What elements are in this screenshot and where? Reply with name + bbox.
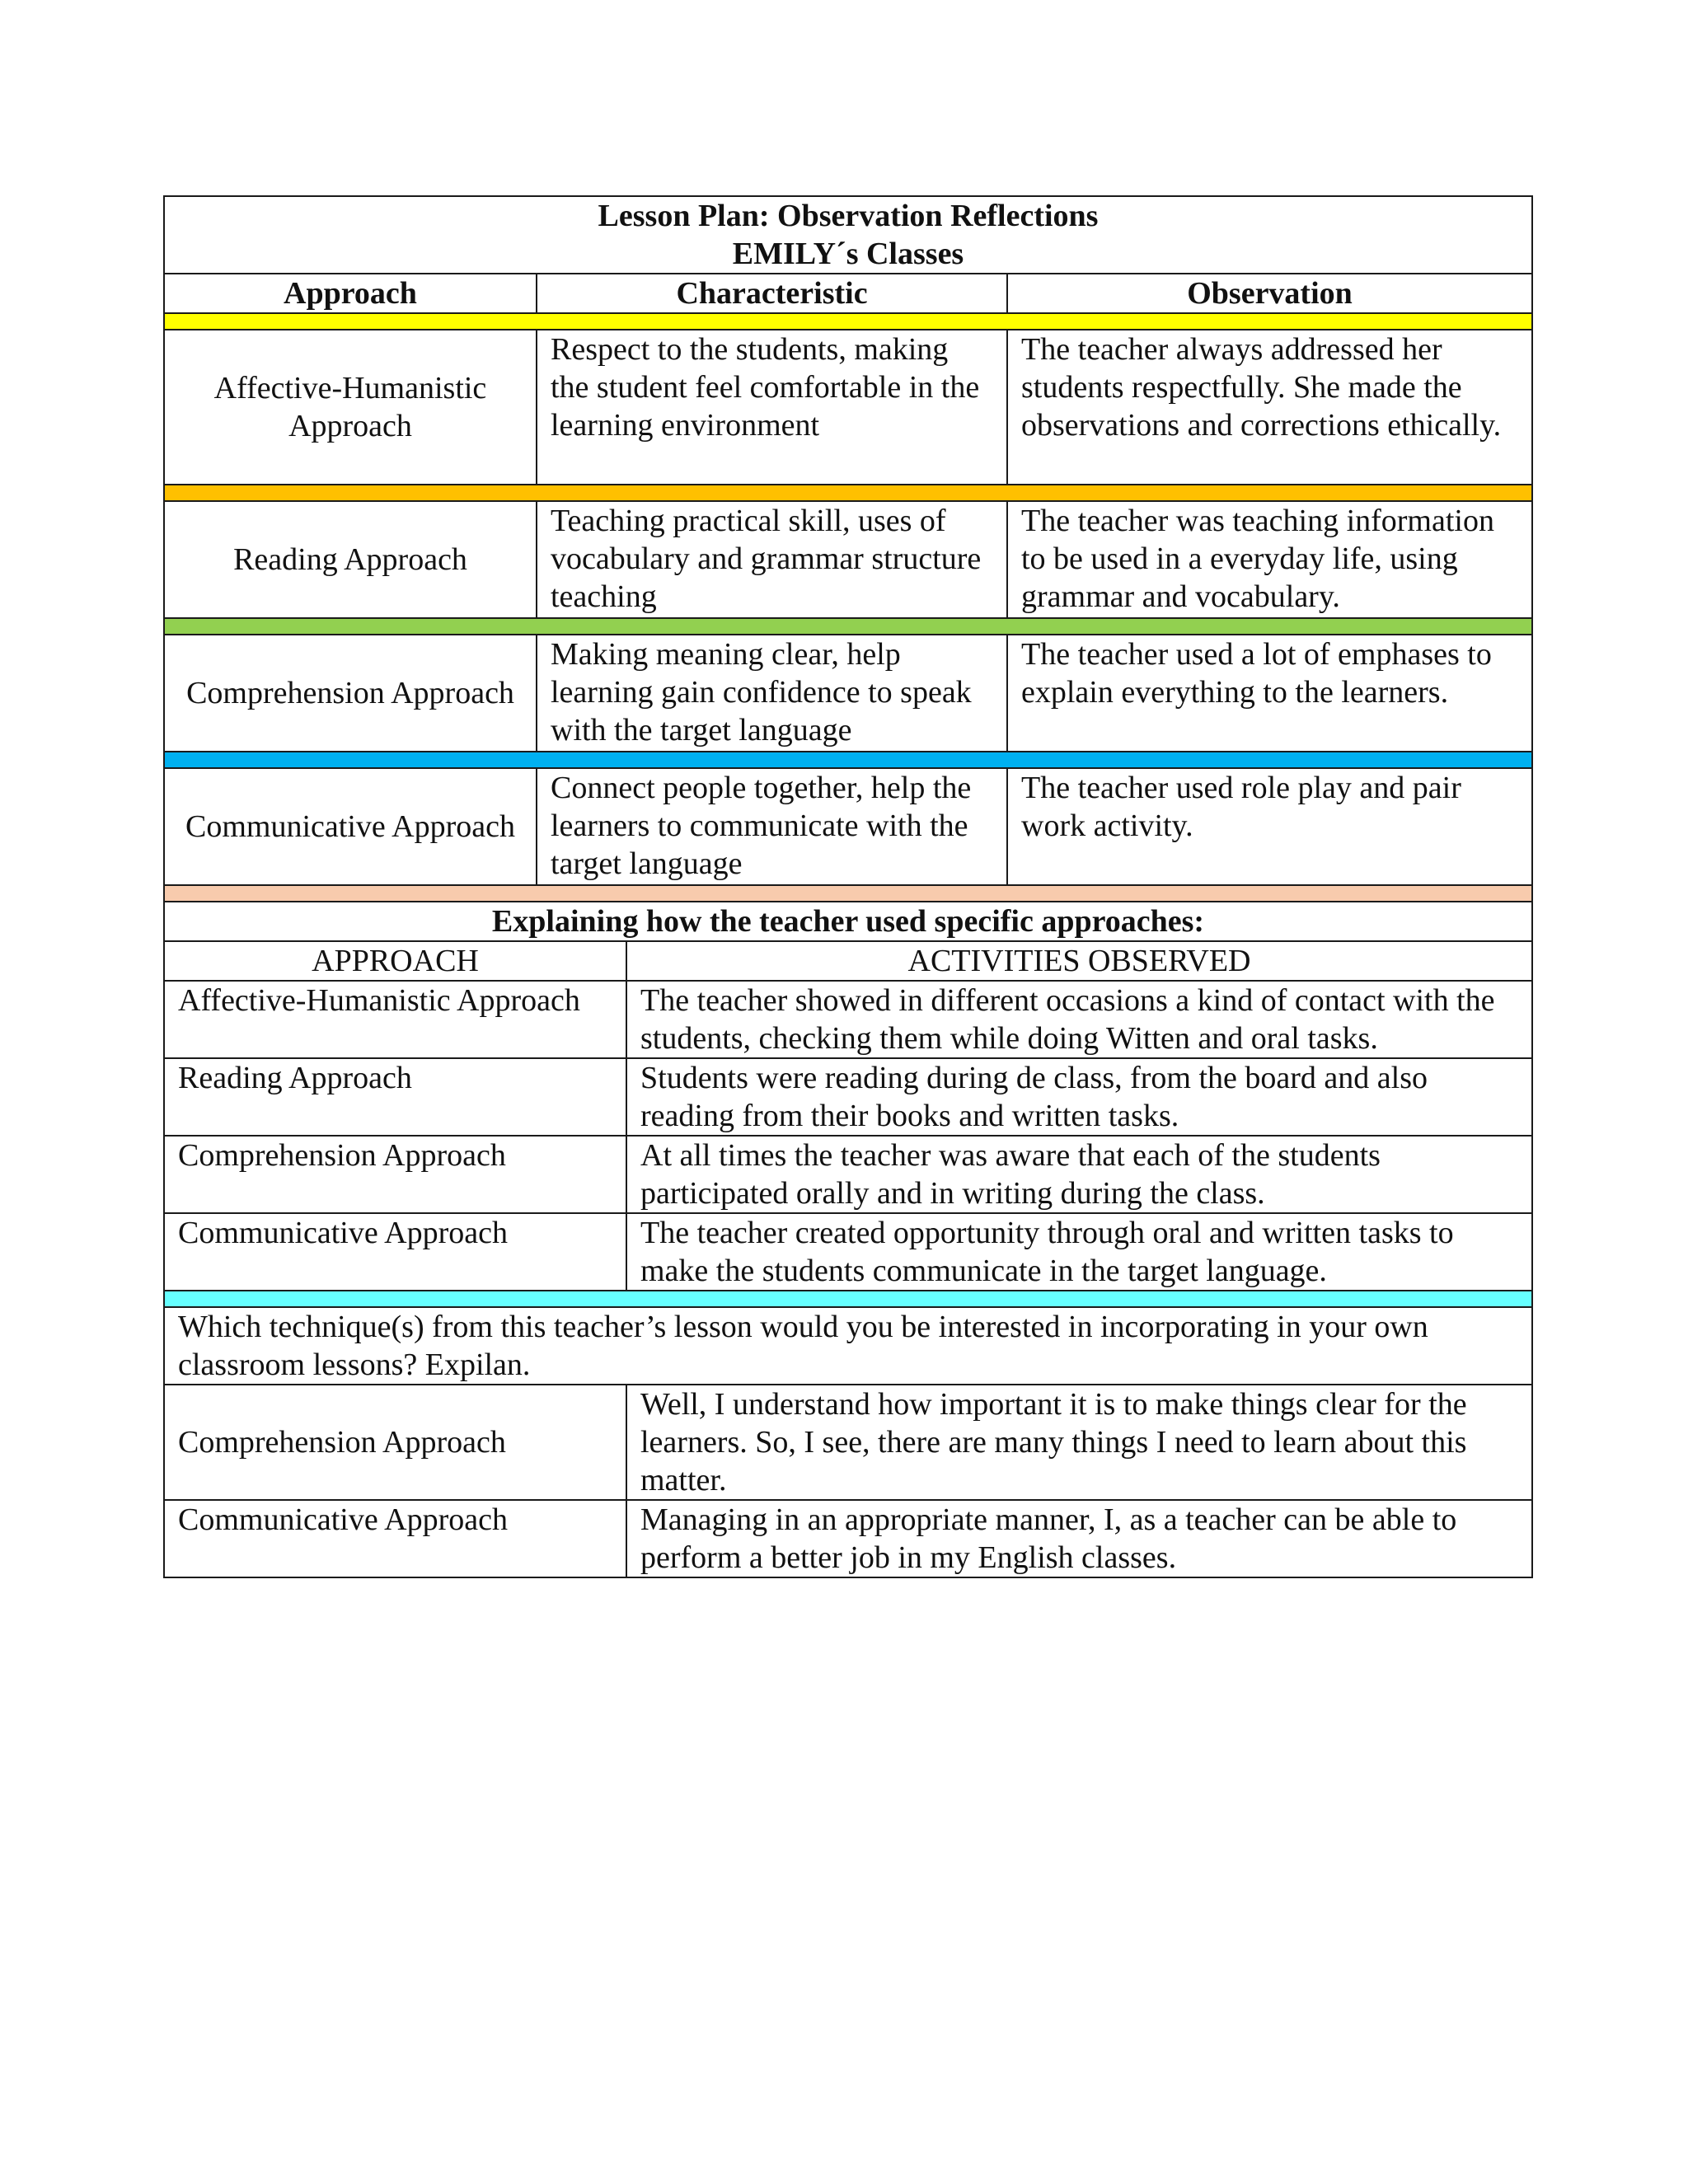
color-band-row xyxy=(164,485,1532,501)
approach-cell: Reading Approach xyxy=(164,501,537,618)
table-row xyxy=(164,1385,1532,1500)
column-header-activities-observed: ACTIVITIES OBSERVED xyxy=(626,941,1532,981)
approach-cell: Communicative Approach xyxy=(164,768,537,885)
characteristic-cell: Making meaning clear, help learning gain confidence to speak with the target language xyxy=(537,635,1007,752)
color-band-row xyxy=(164,885,1532,902)
approach-cell: Comprehension Approach xyxy=(164,635,537,752)
table-row xyxy=(164,1500,1532,1577)
table-row xyxy=(164,981,1532,1058)
observation-cell: The teacher always addressed her students respectfully. She made the observations and corrections ethically. xyxy=(1007,330,1532,485)
explain-heading-row xyxy=(164,902,1532,941)
reflection-question-row xyxy=(164,1307,1532,1385)
column-header-observation: Observation xyxy=(1007,274,1532,313)
lesson-plan-document xyxy=(163,195,1531,1578)
color-band-orange xyxy=(164,485,1532,501)
activity-cell: At all times the teacher was aware that each of the students participated orally and in writing during the class. xyxy=(626,1136,1532,1213)
column-header-approach-upper: APPROACH xyxy=(164,941,626,981)
color-band-cyan xyxy=(164,1291,1532,1307)
color-band-peach xyxy=(164,885,1532,902)
color-band-row xyxy=(164,313,1532,330)
table-row xyxy=(164,1058,1532,1136)
title-cell xyxy=(164,196,1532,274)
table-row xyxy=(164,1136,1532,1213)
characteristic-cell: Connect people together, help the learners to communicate with the target language xyxy=(537,768,1007,885)
characteristic-cell: Respect to the students, making the student feel comfortable in the learning environment xyxy=(537,330,1007,485)
approach-cell: Affective-Humanistic Approach xyxy=(164,981,626,1058)
approach-cell: Affective-Humanistic Approach xyxy=(164,330,537,485)
activity-cell: The teacher showed in different occasions a kind of contact with the students, checking them while doing Witten and oral tasks. xyxy=(626,981,1532,1058)
lesson-plan-table xyxy=(163,195,1533,1578)
table-row xyxy=(164,768,1532,885)
approach-cell: Comprehension Approach xyxy=(164,1385,626,1500)
page-title: Lesson Plan: Observation Reflections xyxy=(598,199,1099,233)
color-band-row xyxy=(164,618,1532,635)
explain-header-row xyxy=(164,941,1532,981)
activity-cell: Students were reading during de class, from the board and also reading from their books and written tasks. xyxy=(626,1058,1532,1136)
title-row xyxy=(164,196,1532,274)
column-header-characteristic: Characteristic xyxy=(537,274,1007,313)
approach-cell: Reading Approach xyxy=(164,1058,626,1136)
table-row xyxy=(164,501,1532,618)
color-band-yellow xyxy=(164,313,1532,330)
approach-cell: Comprehension Approach xyxy=(164,1136,626,1213)
explain-heading: Explaining how the teacher used specific approaches: xyxy=(164,902,1532,941)
color-band-blue xyxy=(164,752,1532,768)
table-row xyxy=(164,1213,1532,1291)
top-table-header-row xyxy=(164,274,1532,313)
page-subtitle: EMILY´s Classes xyxy=(732,237,964,271)
approach-cell: Communicative Approach xyxy=(164,1500,626,1577)
reflection-question: Which technique(s) from this teacher’s lesson would you be interested in incorporating in your own classroom lessons? Expilan. xyxy=(164,1307,1532,1385)
answer-cell: Managing in an appropriate manner, I, as a teacher can be able to perform a better job in my English classes. xyxy=(626,1500,1532,1577)
observation-cell: The teacher was teaching information to be used in a everyday life, using grammar and vocabulary. xyxy=(1007,501,1532,618)
observation-cell: The teacher used role play and pair work activity. xyxy=(1007,768,1532,885)
approach-cell: Communicative Approach xyxy=(164,1213,626,1291)
table-row xyxy=(164,635,1532,752)
table-row xyxy=(164,330,1532,485)
color-band-green xyxy=(164,618,1532,635)
answer-cell: Well, I understand how important it is to make things clear for the learners. So, I see, there are many things I need to learn about this matter. xyxy=(626,1385,1532,1500)
color-band-row xyxy=(164,1291,1532,1307)
column-header-approach: Approach xyxy=(164,274,537,313)
color-band-row xyxy=(164,752,1532,768)
observation-cell: The teacher used a lot of emphases to explain everything to the learners. xyxy=(1007,635,1532,752)
characteristic-cell: Teaching practical skill, uses of vocabulary and grammar structure teaching xyxy=(537,501,1007,618)
activity-cell: The teacher created opportunity through oral and written tasks to make the students communicate in the target language. xyxy=(626,1213,1532,1291)
